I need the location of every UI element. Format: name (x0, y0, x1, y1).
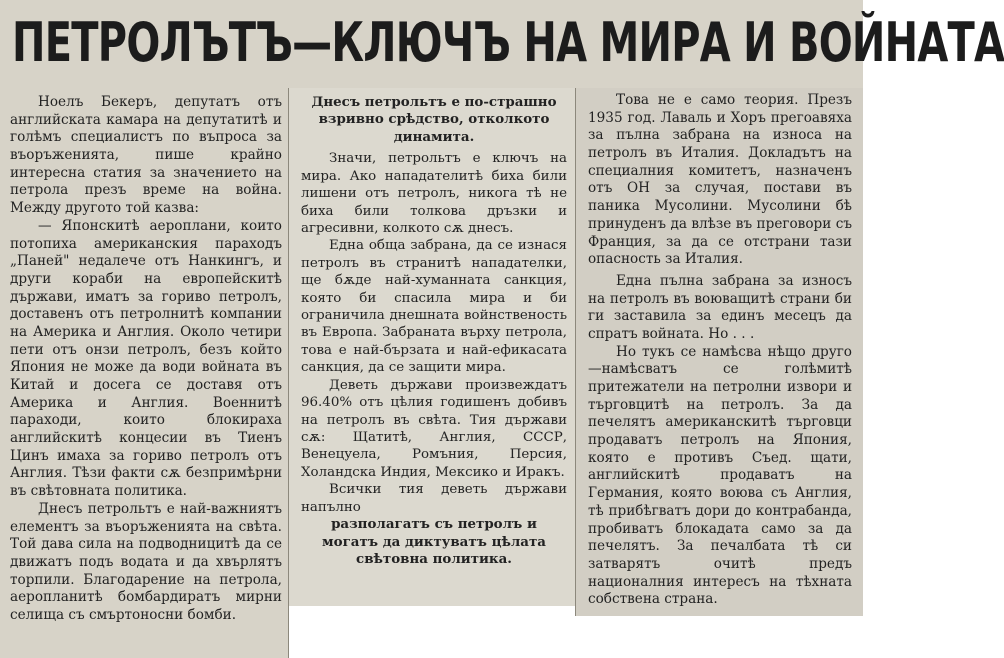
column3-paragraph: Една пълна забрана за износъ на петролъ въ воюващитѣ страни би ги заставила за единъ месецъ да спратъ войната. Но . . . (588, 272, 852, 342)
article-column-2 (289, 88, 576, 606)
column2-paragraph: Деветь държави произвеждатъ 96.40% отъ цѣлия годишенъ добивъ на петролъ въ свѣта. Тия държави сѫ: Щатитѣ, Англия, СССР, Венецуела, Ромъния, Персия, Холандска Индия, Мексико и Иракъ. (301, 377, 567, 480)
column-divider (288, 88, 289, 658)
column3-paragraph: Но тукъ се намѣсва нѣщо друго—намѣсватъ се голѣмитѣ притежатели на петролни извори и търговцитѣ на петролъ. За да печелятъ американскитѣ търговци продаватъ петролъ на Япония, която е противъ Съед. щати, английскитѣ продаватъ на Германия, която воюва съ Англия, тѣ прибѣгватъ дори до контрабанда, пробиватъ блокадата само за да печелятъ. За печалбата тѣ си затварятъ очитѣ предъ националния интересъ на тѣхната собствена страна. (588, 343, 852, 608)
column1-paragraph: — Японскитѣ аероплани, които потопиха американския параходъ „Паней" недалече отъ Нанкингъ, и други кораби на европейскитѣ държави, иматъ за гориво петролъ, доставенъ отъ петролнитѣ компании на Америка и Англия. Около четири пети отъ онзи петролъ, безъ който Япония не може да води войната въ Китай и досега се доставя отъ Америка и Англия. Военнитѣ параходи, които блокираха английскитѣ концесии въ Тиенъ Цинъ имаха за гориво петролъ отъ Англия. Тѣзи факти сѫ безпримѣрни въ свѣтовната политика. (10, 217, 282, 500)
column1-paragraph: Ноелъ Бекеръ, депутатъ отъ английската камара на депутатитѣ и голѣмъ специалистъ по въпроса за въоръженията, пише крайно интересна статия за значението на петрола презъ време на война. Между другото той казва: (10, 94, 282, 217)
column3-paragraph: Това не е само теория. Презъ 1935 год. Лаваль и Хоръ прегоавяха за пълна забрана на износа на петролъ въ Италия. Докладътъ на специалния комитетъ, назначенъ отъ ОН за случая, постави въ паника Мусолини. Мусолини бѣ принуденъ да влѣзе въ преговори съ Франция, за да се отстрани тази опасность за Италия. (588, 92, 852, 268)
column2-closing: разполагатъ съ петролъ и могатъ да диктуватъ цѣлата свѣтовна политика. (322, 516, 546, 567)
column2-paragraph: Една обща забрана, да се изнася петролъ въ странитѣ нападателки, ще бѫде най-хуманната санкция, която би спасила мира и би ограничила днешната войнственость въ Европа. Забраната върху петрола, това е най-бързата и най-ефикасата санкция, да се защити мира. (301, 238, 567, 376)
column1-paragraph: Днесъ петрольтъ е най-важниятъ елементъ за въоръженията на свѣта. Той дава сила на подводницитѣ да се движатъ подъ водата и да хвърлятъ торпили. Благодарение на петрола, аеропланитѣ бомбардиратъ мирни селища съ смъртоносни бомби. (10, 500, 282, 623)
column2-paragraph: Всички тия деветь държави напълно (301, 482, 567, 515)
column2-lead: Днесъ петрольтъ е по-страшно взривно срѣдство, отколкото динамита. (311, 94, 557, 145)
article-column-3 (576, 88, 863, 616)
column2-paragraph: Значи, петрольтъ е ключъ на мира. Ако нападателитѣ биха били лишени отъ петролъ, никога тѣ не биха били толкова дръзки и агресивни, колкото сѫ днесъ. (301, 151, 567, 236)
headline-banner (0, 0, 1004, 90)
article-column-1 (0, 88, 289, 658)
headline: ПЕТРОЛЪТЪ—КЛЮЧЪ НА МИРА И ВОЙНАТА (12, 11, 1004, 74)
column-divider (575, 88, 576, 616)
